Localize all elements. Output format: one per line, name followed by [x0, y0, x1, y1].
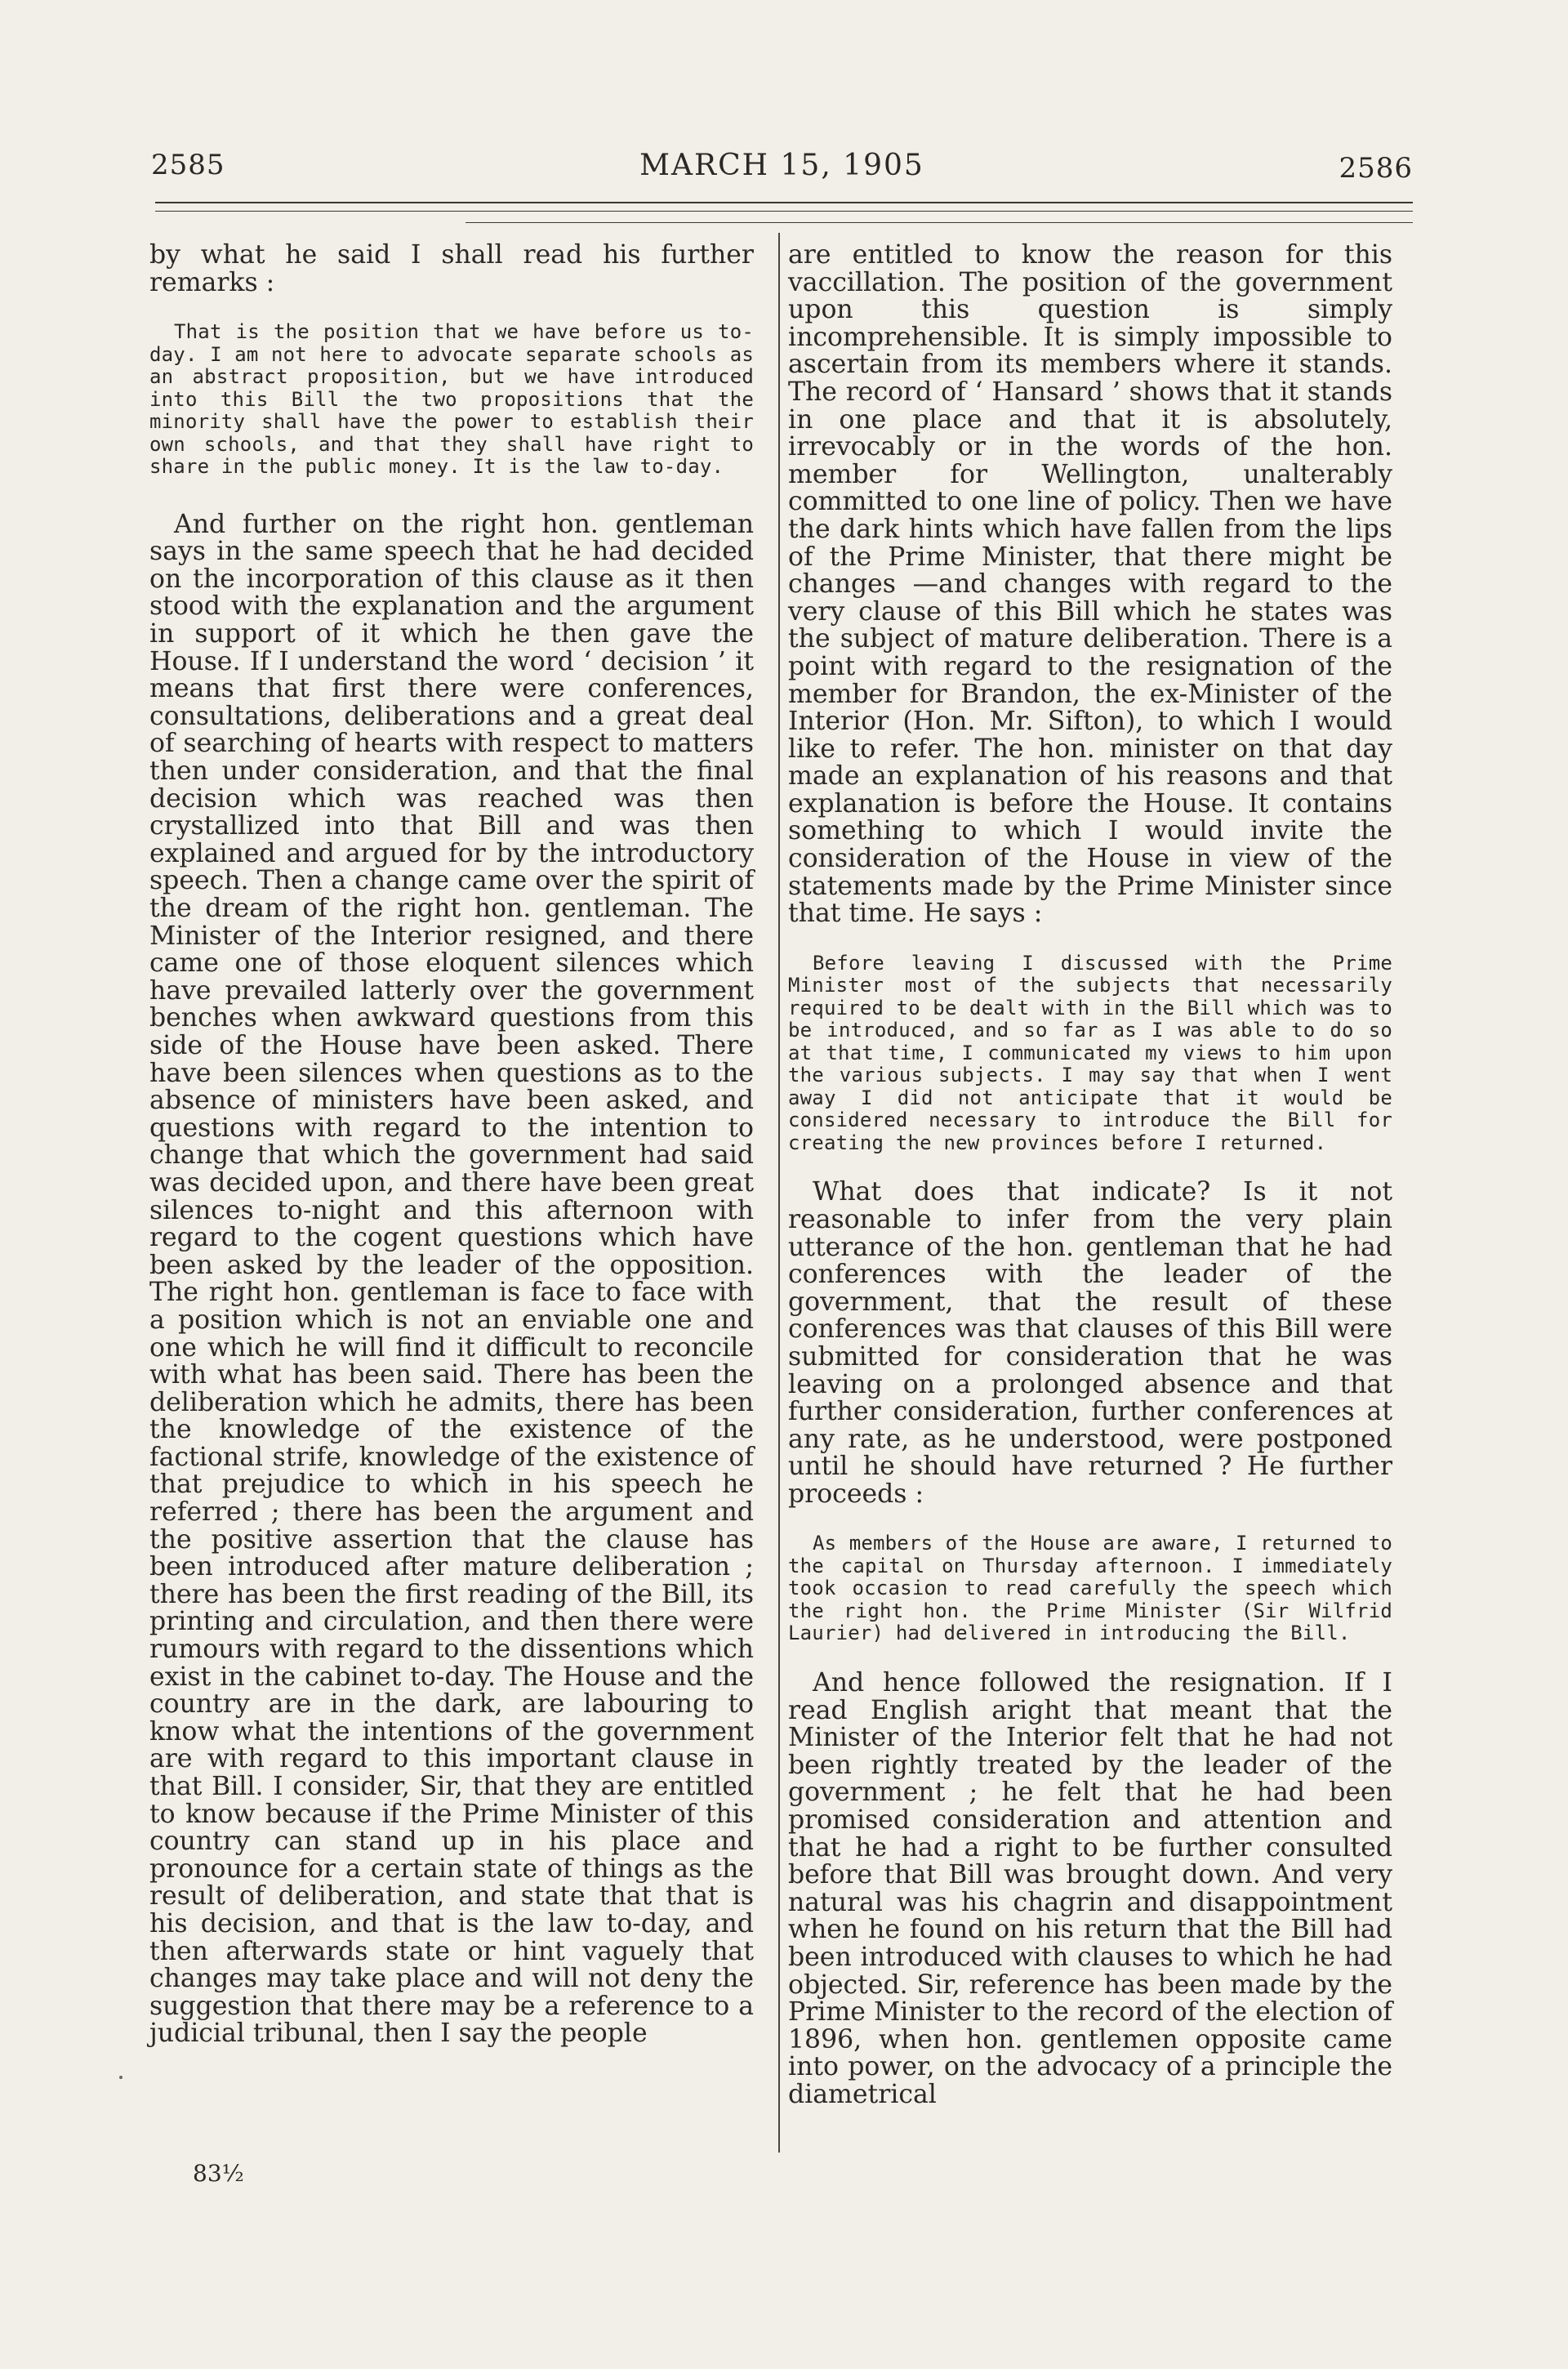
right-paragraph-1: are entitled to know the reason for this vaccillation. The position of the government upon this question is simply incomprehensible. It is simply impossible to ascertain from its members where it stands. The record of ‘ Hansard ’ shows that it stands in one place and that it is absolutely, irrevocably or in the words of the hon. member for Wellington, unalterably committed to one line of policy. Then we have the dark hints which have fallen from the lips of the Prime Minister, that there might be changes —and changes with regard to the very clause of this Bill which he states was the subject of mature deliberation. There is a point with regard to the resignation of the member for Brandon, the ex-Minister of the Interior (Hon. Mr. Sifton), to which I would like to refer. The hon. minister on that day made an explanation of his reasons and that explanation is before the House. It contains something to which I would invite the consideration of the House in view of the statements made by the Prime Minister since that time. He says : — [788, 240, 1392, 929]
page-date-title: MARCH 15, 1905 — [639, 149, 924, 182]
header-rule-top — [155, 202, 1413, 203]
signature-mark: 83½ — [193, 2160, 244, 2187]
page-number-left: 2585 — [151, 149, 225, 181]
header-rule-bottom — [466, 222, 1413, 223]
right-quote-2: As members of the House are aware, I returned to the capital on Thursday afternoon. I immediately took occasion to read carefully the speech which the right hon. the Prime Minister (Sir Wilfrid Laurier) had delivered in introducing the Bill. — [788, 1532, 1392, 1645]
margin-mark — [119, 2076, 122, 2079]
column-divider — [778, 233, 780, 2153]
right-paragraph-3: And hence followed the resignation. If I read English aright that meant that the Minister of the Interior felt that he had not been rightly treated by the leader of the government ; he felt that he had been promised consideration and attention and that he had a right to be further consulted before that Bill was brought down. And very natural was his chagrin and disappointment when he found on his return that the Bill had been introduced with clauses to which he had objected. Sir, reference has been made by the Prime Minister to the record of the election of 1896, when hon. gentlemen opposite came into power, on the advocacy of a principle the diametrical — [788, 1667, 1392, 2109]
left-paragraph-2: And further on the right hon. gentleman says in the same speech that he had decided on the incorporation of this clause as it then stood with the explanation and the argument in support of it which he then gave the House. If I understand the word ‘ decision ’ it means that first there were conferences, consultations, deliberations and a great deal of searching of hearts with respect to matters then under consideration, and that the final decision which was reached was then crystallized into that Bill and was then explained and argued for by the introductory speech. Then a change came over the spirit of the dream of the right hon. gentleman. The Minister of the Interior resigned, and there came one of those eloquent silences which have prevailed latterly over the government benches when awkward questions from this side of the House have been asked. There have been silences when questions as to the absence of ministers have been asked, and questions with regard to the intention to change that which the government had said was decided upon, and there have been great silences to-night and this afternoon with regard to the cogent questions which have been asked by the leader of the opposition. The right hon. gentleman is face to face with a position which is not an enviable one and one which he will find it difficult to reconcile with what has been said. There has been the deliberation which he admits, there has been the knowledge of the existence of the factional strife, knowledge of the existence of that prejudice to which in his speech he referred ; there has been the argument and the positive assertion that the clause has been introduced after mature deliberation ; there has been the first reading of the Bill, its printing and circulation, and then there were rumours with regard to the dissentions which exist in the cabinet to-day. The House and the country are in the dark, are labouring to know what the intentions of the government are with regard to this important clause in that Bill. I consider, Sir, that they are entitled to know because if the Prime Minister of this country can stand up in his place and pronounce for a certain state of things as the result of deliberation, and state that that is his decision, and that is the law to-day, and then afterwards state or hint vaguely that changes may take place and will not deny the suggestion that there may be a reference to a judicial tribunal, then I say the people — [149, 509, 754, 2049]
page-number-right: 2586 — [1339, 152, 1413, 185]
left-column — [149, 242, 754, 2048]
right-column — [788, 242, 1392, 2108]
right-quote-1: Before leaving I discussed with the Prime Minister most of the subjects that necessarily required to be dealt with in the Bill which was to be introduced, and so far as I was able to do so at that time, I communicated my views to him upon the various subjects. I may say that when I went away I did not anticipate that it would be considered necessary to introduce the Bill for creating the new provinces before I returned. — [788, 951, 1392, 1154]
left-paragraph-1: by what he said I shall read his further remarks : — [149, 240, 754, 297]
page-header — [151, 149, 1413, 198]
left-quote-1: That is the position that we have before us to-day. I am not here to advocate separate schools as an abstract proposition, but we have introduced into this Bill the two propositions that the minority shall have the power to establish their own schools, and that they shall have right to share in the public money. It is the law to-day. — [149, 320, 754, 479]
header-rule-middle — [155, 211, 1413, 212]
right-paragraph-2: What does that indicate? Is it not reasonable to infer from the very plain utterance of the hon. gentleman that he had conferences with the leader of the government, that the result of these conferences was that clauses of this Bill were submitted for consideration that he was leaving on a prolonged absence and that further consideration, further conferences at any rate, as he understood, were postponed until he should have returned ? He further proceeds : — [788, 1177, 1392, 1509]
